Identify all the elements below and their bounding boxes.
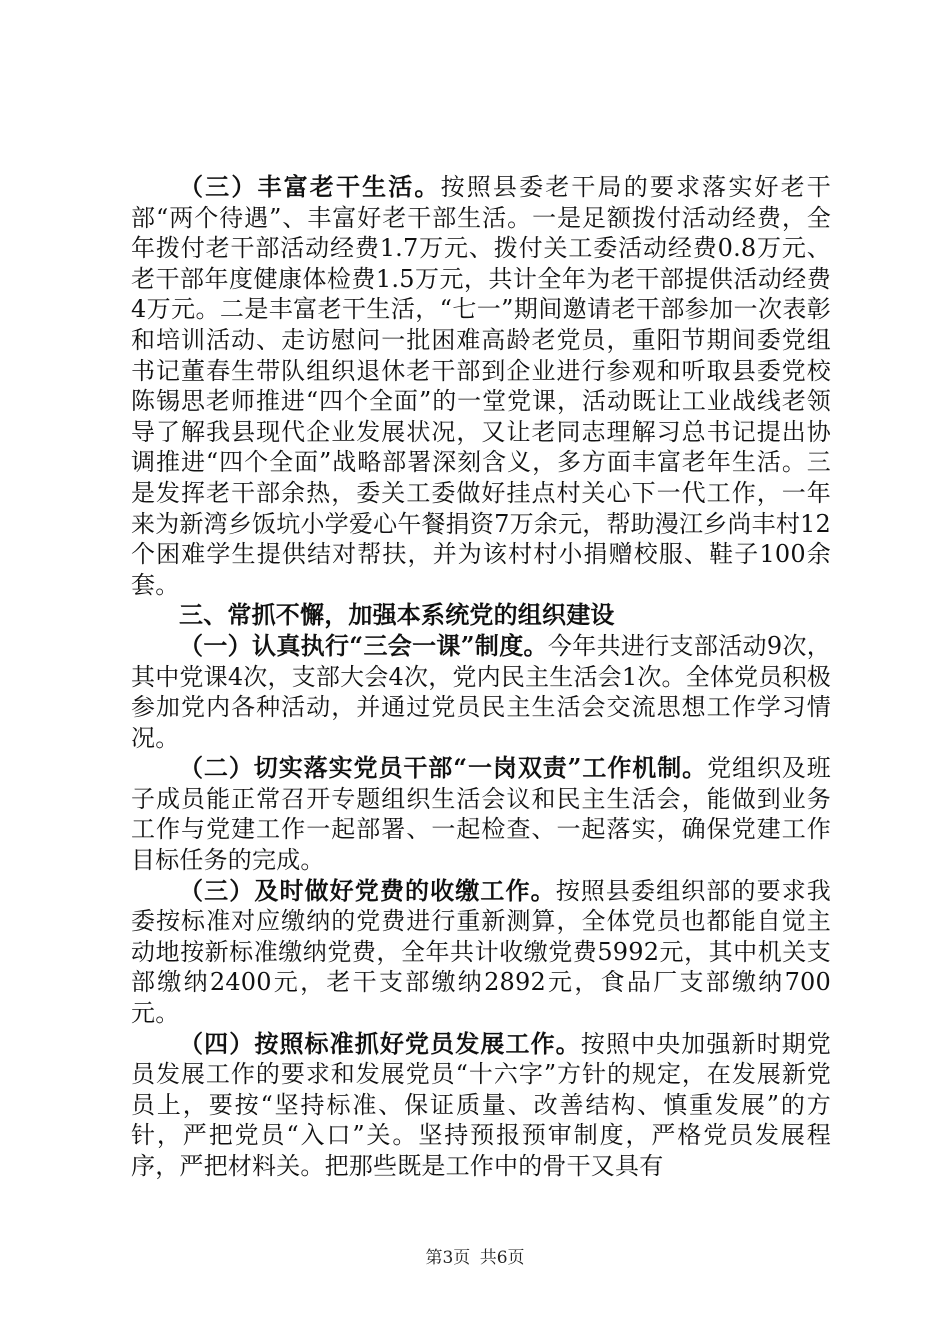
paragraph-text: 按照县委老干局的要求落实好老干部“两个待遇”、丰富好老干部生活。一是足额拨付活动经费，全年拨付老干部活动经费1.7万元、拨付关工委活动经费0.8万元、老干部年度健康体检费1.5万元，共计全年为老干部提供活动经费4万元。二是丰富老干生活，“七一”期间邀请老干部参加一次表彰和培训活动、走访慰问一批困难高龄老党员，重阳节期间委党组书记董春生带队组织退休老干部到企业进行参观和听取县委党校陈锡思老师推进“四个全面”的一堂党课，活动既让工业战线老领导了解我县现代企业发展状况，又让老同志理解习总书记提出协调推进“四个全面”战略部署深刻含义，多方面丰富老年生活。三是发挥老干部余热，委关工委做好挂点村关心下一代工作，一年来为新湾乡饭坑小学爱心午餐捐资7万余元，帮助漫江乡尚丰村12个困难学生提供结对帮扶，并为该村村小捐赠校服、鞋子100余套。 bbox=[131, 173, 832, 599]
page-total: 共6页 bbox=[479, 1248, 525, 1268]
section-heading-party-organization bbox=[131, 600, 831, 631]
page-number: 第3页 bbox=[425, 1248, 471, 1268]
paragraph-member-development bbox=[131, 1029, 831, 1182]
paragraph-heading: （三）及时做好党费的收缴工作。 bbox=[179, 875, 556, 905]
section-heading-text: 三、常抓不懈，加强本系统党的组织建设 bbox=[179, 600, 615, 630]
paragraph-three-meetings bbox=[131, 631, 831, 753]
paragraph-old-cadre-life bbox=[131, 172, 831, 600]
paragraph-heading: （三）丰富老干生活。 bbox=[179, 172, 441, 201]
paragraph-dual-responsibility bbox=[131, 753, 831, 875]
paragraph-text: 今年共进行支部活动9次，其中党课4次，支部大会4次，党内民主生活会1次。全体党员积极参加党内各种活动，并通过党员民主生活会交流思想工作学习情况。 bbox=[131, 631, 832, 752]
document-body bbox=[131, 172, 831, 1182]
paragraph-party-dues bbox=[131, 876, 831, 1029]
paragraph-heading: （二）切实落实党员干部“一岗双责”工作机制。 bbox=[179, 753, 708, 783]
paragraph-text: 按照县委组织部的要求我委按标准对应缴纳的党费进行重新测算，全体党员也都能自觉主动地按新标准缴纳党费，全年共计收缴党费5992元，其中机关支部缴纳2400元，老干支部缴纳2892元，食品厂支部缴纳700元。 bbox=[131, 876, 832, 1028]
paragraph-heading: （一）认真执行“三会一课”制度。 bbox=[179, 630, 548, 660]
page-footer bbox=[0, 1243, 950, 1268]
paragraph-text: 党组织及班子成员能正常召开专题组织生活会议和民主生活会，能做到业务工作与党建工作一起部署、一起检查、一起落实，确保党建工作目标任务的完成。 bbox=[131, 754, 831, 875]
paragraph-heading: （四）按照标准抓好党员发展工作。 bbox=[179, 1028, 581, 1058]
paragraph-text: 按照中央加强新时期党员发展工作的要求和发展党员“十六字”方针的规定，在发展新党员上，要按“坚持标准、保证质量、改善结构、慎重发展”的方针，严把党员“入口”关。坚持预报预审制度，严格党员发展程序，严把材料关。把那些既是工作中的骨干又具有 bbox=[131, 1029, 832, 1180]
